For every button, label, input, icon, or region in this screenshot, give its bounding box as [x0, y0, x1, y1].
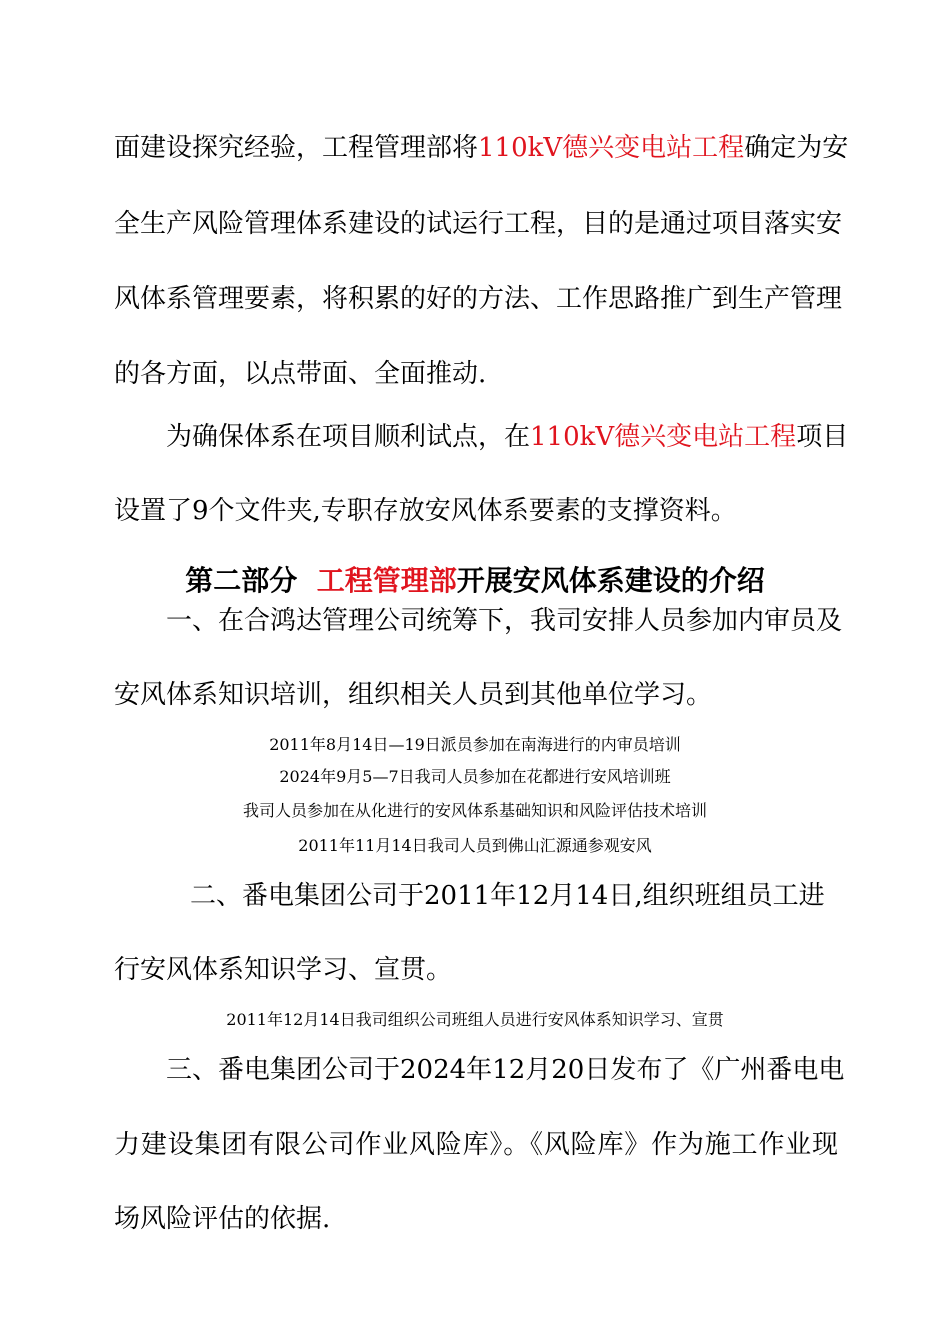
- photo-caption: 2011年12月14日我司组织公司班组人员进行安风体系知识学习、宣贯: [226, 1010, 724, 1029]
- item1-line-2: 安风体系知识培训，组织相关人员到其他单位学习。: [114, 680, 713, 710]
- item1-line-1: 一、在合鸿达管理公司统筹下，我司安排人员参加内审员及: [166, 606, 843, 636]
- item3-line-1: 三、番电集团公司于2024年12月20日发布了《广州番电电: [166, 1055, 845, 1085]
- intro-line-4: 的各方面，以点带面、全面推动.: [114, 359, 487, 389]
- highlight-project-name: 110kV德兴变电站工程: [478, 133, 745, 163]
- photo-caption: 2011年8月14日—19日派员参加在南海进行的内审员培训: [269, 735, 681, 754]
- item3-line-3: 场风险评估的依据.: [114, 1204, 331, 1234]
- photo-caption: 2011年11月14日我司人员到佛山汇源通参观安风: [298, 836, 652, 855]
- photo-caption: 我司人员参加在从化进行的安风体系基础知识和风险评估技术培训: [242, 801, 707, 820]
- photo-caption: 2024年9月5—7日我司人员参加在花都进行安风培训班: [279, 767, 671, 786]
- highlight-project-name: 110kV德兴变电站工程: [530, 422, 797, 452]
- item3-line-2: 力建设集团有限公司作业风险库》。《风险库》作为施工作业现: [114, 1130, 838, 1160]
- intro-line-1: 面建设探究经验，工程管理部将110kV德兴变电站工程确定为安: [114, 133, 849, 163]
- section-heading: 第二部分 工程管理部开展安风体系建设的介绍: [185, 564, 765, 597]
- intro-line-5: 为确保体系在项目顺利试点，在110kV德兴变电站工程项目: [166, 422, 849, 452]
- intro-line-2: 全生产风险管理体系建设的试运行工程，目的是通过项目落实安: [114, 209, 843, 239]
- heading-highlight: 工程管理部: [316, 564, 457, 597]
- intro-line-3: 风体系管理要素，将积累的好的方法、工作思路推广到生产管理: [114, 284, 843, 314]
- item2-line-2: 行安风体系知识学习、宣贯。: [114, 955, 453, 985]
- item2-line-1: 二、番电集团公司于2011年12月14日,组织班组员工进: [190, 881, 825, 911]
- intro-line-6: 设置了9个文件夹,专职存放安风体系要素的支撑资料。: [114, 496, 737, 526]
